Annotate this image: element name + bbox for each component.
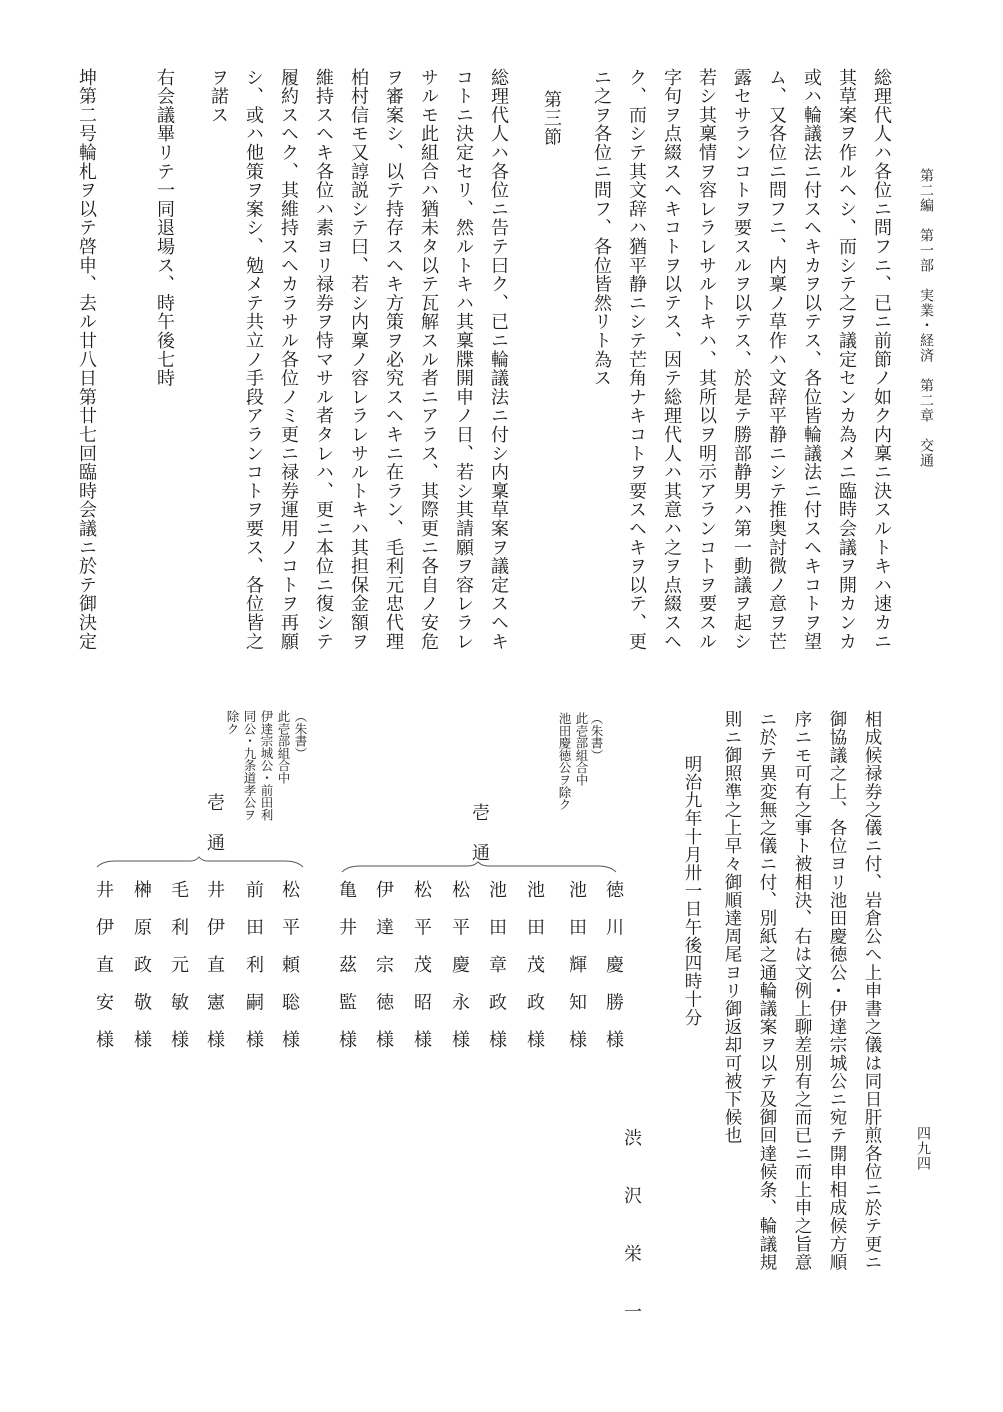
closing-line: 右会議畢リテ一同退場ス、時午後七時 [154,68,175,388]
recipient-name: 亀井茲監様 [336,880,357,1068]
note-line: 除ク [225,710,240,735]
note-line: 此壱部組合中 [574,712,589,786]
note-label: （朱書） [293,710,308,760]
note-label: （朱書） [589,712,604,762]
letter-line: 序ニモ可有之事ト被相決、右は文例上聊差別有之而已ニ而上申之旨意 [792,710,812,1272]
recipient-name: 池田茂政様 [524,880,545,1068]
recipient-name: 井伊直安様 [93,880,114,1068]
text-line: 若シ其稟情ヲ容レラレサルトキハ、其所以ヲ明示アランコトヲ要スル [696,68,717,651]
running-title: 第二編 第一部 実業・経済 第二章 交通 [918,168,934,468]
text-line: サルモ此組合ハ猶未タ以テ瓦解スル者ニアラス、其際更ニ各自ノ安危 [418,68,439,651]
text-line: 総理代人ハ各位ニ問フニ、已ニ前節ノ如ク内稟ニ決スルトキハ速カニ [871,68,892,651]
text-line: 或ハ輪議法ニ付スヘキカヲ以テス、各位皆輪議法ニ付スヘキコトヲ望 [801,68,822,651]
page-number: 四九四 [915,1126,931,1171]
letter-line: ニ於テ異変無之儀ニ付、別紙之通輪議案ヲ以テ及御回達候条、輪議規 [757,710,777,1272]
text-line: ヲ諾ス [208,68,229,125]
section-heading: 第三節 [541,90,562,147]
text-line: 字句ヲ点綴スヘキコトヲ以テス、因テ総理代人ハ其意ハ之ヲ点綴スヘ [661,68,682,651]
text-line: 露セサランコトヲ要スルヲ以テス、於是テ勝部静男ハ第一動議ヲ起シ [731,68,752,651]
recipient-name: 松平茂昭様 [411,880,432,1068]
letter-date: 明治九年十月卅一日午後四時十分 [682,755,702,1027]
document-heading: 坤第二号輪札ヲ以テ啓申、去ル廿八日第廿七回臨時会議ニ於テ御決定 [76,68,97,651]
text-line: コトニ決定セリ、然ルトキハ其稟牒開申ノ日、若シ其請願ヲ容レラレ [453,68,474,651]
note-line: 此壱部組合中 [276,710,291,784]
note-line: 池田慶徳公ヲ除ク [557,712,572,811]
letter-line: 則ニ御照準之上早々御順達周尾ヨリ御返却可被下候也 [722,710,742,1145]
text-line: 総理代人ハ各位ニ告テ曰ク、已ニ輪議法ニ付シ内稟草案ヲ議定スヘキ [488,68,509,651]
text-line: 維持スヘキ各位ハ素ヨリ禄券ヲ恃マサル者タレハ、更ニ本位ニ復シテ [313,68,334,651]
text-line: シ、或ハ他策ヲ案シ、勉メテ共立ノ手段アランコトヲ要ス、各位皆之 [243,68,264,651]
recipient-name: 毛利元敏様 [168,880,189,1068]
text-line: 柏村信モ又諄説シテ曰、若シ内稟ノ容レラレサルトキハ其担保金額ヲ [348,68,369,651]
copies-label: 壱通 [204,793,225,873]
text-line: 其草案ヲ作ルヘシ、而シテ之ヲ議定センカ為メニ臨時会議ヲ開カンカ [836,68,857,651]
letter-line: 御協議之上、各位ヨリ池田慶徳公・伊達宗城公ニ宛テ開申相成候方順 [827,710,847,1272]
text-line: ニ之ヲ各位ニ問フ、各位皆然リト為ス [591,68,612,388]
recipient-name: 井伊直憲様 [204,880,225,1068]
copies-label: 壱通 [469,803,490,883]
text-line: ヲ審案シ、以テ持存スヘキ方策ヲ必究スヘキニ在ラン、毛利元忠代理 [383,68,404,651]
brace-icon [95,857,305,869]
note-line: 伊達宗城公・前田利 [259,710,274,821]
recipient-name: 池田輝知様 [566,880,587,1068]
recipient-name: 松平頼聡様 [279,880,300,1068]
recipient-name: 前田利嗣様 [243,880,264,1068]
text-line: ム、又各位ニ問フニ、内稟ノ草作ハ文辞平静ニシテ推奥討微ノ意ヲ芒 [766,68,787,651]
recipient-name: 松平慶永様 [449,880,470,1068]
note-line: 同公・九条道孝公ヲ [242,710,257,821]
recipient-name: 徳川慶勝様 [603,880,624,1068]
recipient-name: 榊原政敬様 [131,880,152,1068]
recipient-name: 池田章政様 [486,880,507,1068]
signature: 渋沢栄一 [621,1128,642,1360]
brace-icon [340,862,620,874]
text-line: ク、而シテ其文辞ハ猶平静ニシテ芒角ナキコトヲ要スヘキヲ以テ、更 [626,68,647,651]
text-line: 履約スヘク、其維持スヘカラサル各位ノミ更ニ禄券運用ノコトヲ再願 [278,68,299,651]
letter-line: 相成候禄券之儀ニ付、岩倉公へ上申書之儀は同日肝煎各位ニ於テ更ニ [862,710,882,1272]
recipient-name: 伊達宗徳様 [373,880,394,1068]
